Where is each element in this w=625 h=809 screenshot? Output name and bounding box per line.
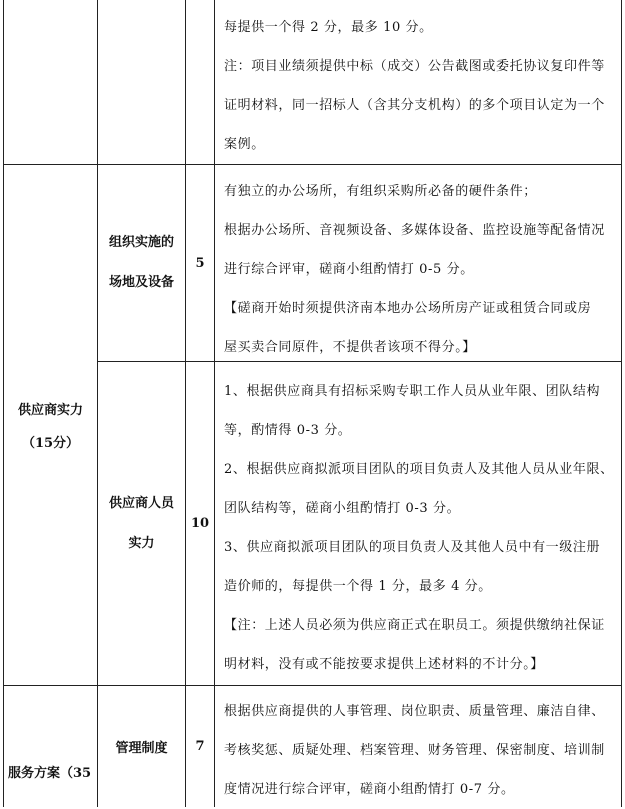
text-line: 证明材料，同一招标人（含其分支机构）的多个项目认定为一个 [224, 98, 605, 113]
text-line: 明材料，没有或不能按要求提供上述材料的不计分。】 [224, 657, 544, 672]
text-line: 等，酌情得 0-3 分。 [224, 423, 352, 438]
points-management: 7 [195, 739, 205, 754]
row1-description [224, 8, 618, 164]
text-line: 根据办公场所、音视频设备、多媒体设备、监控设施等配备情况 [224, 223, 605, 238]
text-line: 根据供应商提供的人事管理、岗位职责、质量管理、廉洁自律、 [224, 704, 605, 719]
item-label-line: 场地及设备 [108, 275, 174, 290]
text-line: 3、供应商拟派项目团队的项目负责人及其他人员中有一级注册 [224, 540, 601, 555]
section-title: 供应商实力 [17, 403, 83, 418]
text-line: 度情况进行综合评审，磋商小组酌情打 0-7 分。 [224, 782, 515, 797]
text-line: 案例。 [224, 137, 265, 152]
text-line: 1、根据供应商具有招标采购专职工作人员从业年限、团队结构 [224, 384, 601, 399]
points-venue: 5 [195, 255, 205, 271]
points-staff: 10 [190, 516, 210, 531]
text-line: 进行综合评审，磋商小组酌情打 0-5 分。 [224, 262, 474, 277]
item-supplier-staff [98, 362, 185, 685]
text-line: 注：项目业绩须提供中标（成交）公告截图或委托协议复印件等 [224, 59, 605, 74]
text-line: 【注：上述人员必须为供应商正式在职员工。须提供缴纳社保证 [224, 618, 605, 633]
text-line: 【磋商开始时须提供济南本地办公场所房产证或租赁合同或房 [224, 301, 592, 316]
venue-description [224, 172, 618, 367]
row-divider-3 [3, 685, 622, 686]
section-score: （15分） [21, 436, 80, 451]
section-supplier-strength [4, 165, 97, 685]
staff-description [224, 372, 618, 684]
item-venue-equipment [98, 165, 185, 361]
management-description [224, 692, 618, 809]
text-line: 2、根据供应商拟派项目团队的项目负责人及其他人员从业年限、 [224, 462, 614, 477]
item-management-system: 管理制度 [115, 741, 168, 756]
item-label-line: 供应商人员 [108, 495, 174, 511]
text-line: 团队结构等，磋商小组酌情打 0-3 分。 [224, 501, 461, 516]
text-line: 考核奖惩、质疑处理、档案管理、财务管理、保密制度、培训制 [224, 743, 605, 758]
text-line: 屋买卖合同原件，不提供者该项不得分。】 [224, 340, 476, 355]
text-line: 造价师的，每提供一个得 1 分，最多 4 分。 [224, 579, 492, 594]
item-label-line: 组织实施的 [108, 235, 174, 250]
text-line: 有独立的办公场所，有组织采购所必备的硬件条件； [224, 184, 537, 199]
section-service-plan: 服务方案（35 [8, 766, 92, 781]
text-line: 每提供一个得 2 分，最多 10 分。 [224, 20, 433, 35]
item-label-line: 实力 [128, 535, 155, 551]
